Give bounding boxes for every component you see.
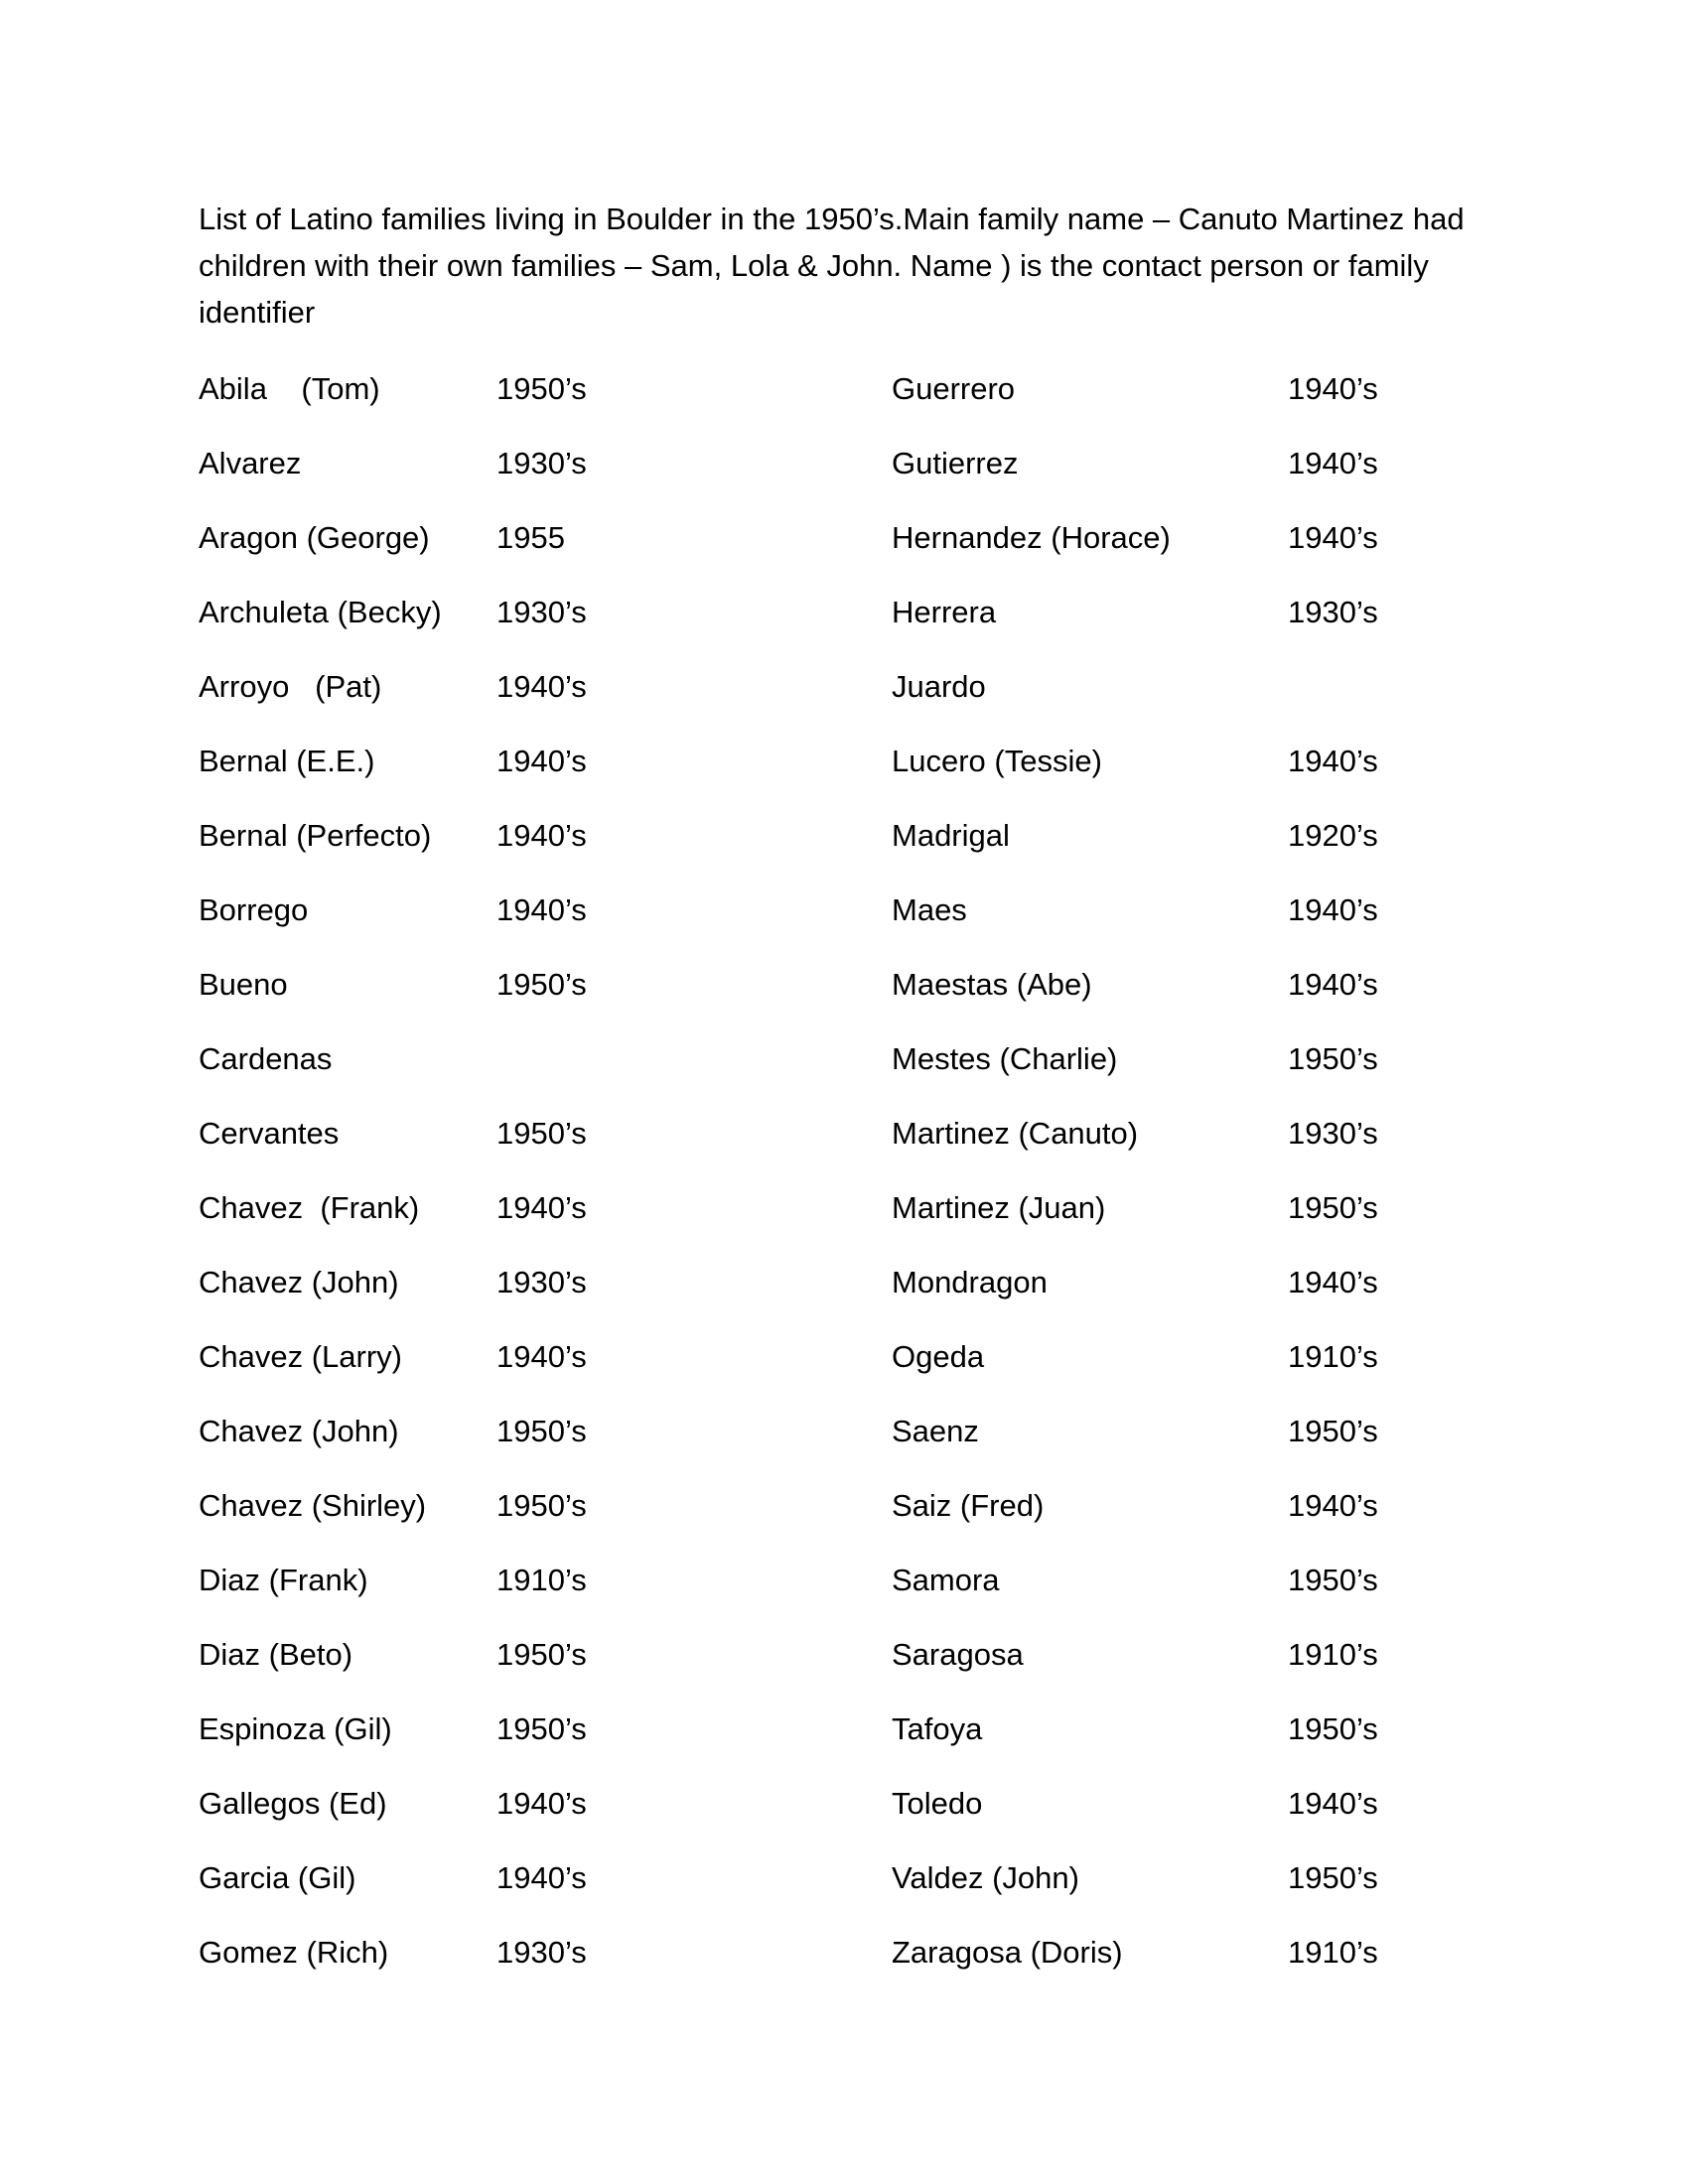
family-name: Saiz (Fred): [892, 1488, 1045, 1523]
family-decade: 1940’s: [1288, 1488, 1378, 1523]
family-decade: 1940’s: [1288, 1265, 1378, 1299]
family-name: Chavez (Larry): [199, 1339, 402, 1374]
family-decade: 1950’s: [496, 1711, 587, 1746]
family-decade: 1920’s: [1288, 818, 1378, 853]
family-name: Garcia (Gil): [199, 1860, 356, 1895]
family-decade: 1940’s: [496, 818, 587, 853]
family-name: Mondragon: [892, 1265, 1048, 1299]
family-decade: 1950’s: [1288, 1190, 1378, 1225]
family-name: Gallegos (Ed): [199, 1786, 387, 1821]
document-intro-paragraph: [199, 196, 1465, 336]
family-decade: 1940’s: [496, 1860, 587, 1895]
family-decade: 1940’s: [1288, 967, 1378, 1002]
family-decade: 1950’s: [496, 1116, 587, 1151]
family-name: Chavez (Shirley): [199, 1488, 427, 1523]
family-decade: 1910’s: [496, 1563, 587, 1597]
family-decade: 1940’s: [1288, 892, 1378, 927]
family-decade: 1940’s: [496, 1190, 587, 1225]
family-decade: 1940’s: [496, 669, 587, 704]
family-name: Cardenas: [199, 1041, 333, 1076]
family-decade: 1930’s: [496, 1265, 587, 1299]
family-name: Aragon (George): [199, 520, 430, 555]
family-name: Martinez (Juan): [892, 1190, 1106, 1225]
family-decade: 1950’s: [1288, 1563, 1378, 1597]
family-decade: 1910’s: [1288, 1637, 1378, 1672]
family-name: Chavez (John): [199, 1414, 399, 1448]
family-name: Samora: [892, 1563, 1000, 1597]
family-name: Mestes (Charlie): [892, 1041, 1118, 1076]
family-decade: 1940’s: [1288, 744, 1378, 778]
family-name: Saragosa: [892, 1637, 1024, 1672]
family-name: Juardo: [892, 669, 986, 704]
family-name: Alvarez: [199, 446, 302, 480]
family-name: Herrera: [892, 595, 997, 629]
family-name: Gomez (Rich): [199, 1935, 389, 1970]
family-name: Espinoza (Gil): [199, 1711, 392, 1746]
family-name: Zaragosa (Doris): [892, 1935, 1123, 1970]
family-decade: 1940’s: [496, 1786, 587, 1821]
family-name: Bernal (Perfecto): [199, 818, 432, 853]
family-name: Bernal (E.E.): [199, 744, 375, 778]
family-decade: 1940’s: [1288, 446, 1378, 480]
family-name: Diaz (Beto): [199, 1637, 353, 1672]
family-name: Cervantes: [199, 1116, 340, 1151]
family-decade: 1930’s: [1288, 1116, 1378, 1151]
family-decade: [1288, 667, 1586, 742]
family-name: Toledo: [892, 1786, 983, 1821]
family-decade: 1930’s: [1288, 595, 1378, 629]
family-decade: 1910’s: [1288, 1339, 1378, 1374]
family-decade: 1950’s: [496, 1637, 587, 1672]
family-decade: 1950’s: [1288, 1711, 1378, 1746]
family-list: [199, 369, 1586, 2007]
family-name: Ogeda: [892, 1339, 985, 1374]
intro-line-3: identifier: [199, 295, 316, 330]
family-decade: 1940’s: [1288, 520, 1378, 555]
family-decade: 1950’s: [496, 1488, 587, 1523]
intro-line-2: children with their own families – Sam, Lola & John. Name ) is the contact person or family: [199, 248, 1429, 283]
family-name: Saenz: [892, 1414, 979, 1448]
family-name: Arroyo (Pat): [199, 669, 382, 704]
family-name: Maes: [892, 892, 967, 927]
family-decade: 1950’s: [1288, 1414, 1378, 1448]
family-decade: 1940’s: [496, 744, 587, 778]
family-name: Guerrero: [892, 371, 1016, 406]
family-name: Valdez (John): [892, 1860, 1079, 1895]
family-name: Maestas (Abe): [892, 967, 1092, 1002]
family-decade: 1950’s: [496, 371, 587, 406]
family-name: Borrego: [199, 892, 309, 927]
family-decade: 1930’s: [496, 446, 587, 480]
family-name: Gutierrez: [892, 446, 1019, 480]
family-decade: 1950’s: [496, 967, 587, 1002]
family-name: Martinez (Canuto): [892, 1116, 1139, 1151]
family-name: Madrigal: [892, 818, 1010, 853]
family-decade: 1930’s: [496, 595, 587, 629]
family-name: Abila (Tom): [199, 371, 380, 406]
family-name: Tafoya: [892, 1711, 983, 1746]
family-decade: [496, 1039, 892, 1114]
family-decade: 1955: [496, 520, 565, 555]
family-decade: 1940’s: [1288, 371, 1378, 406]
family-name: Archuleta (Becky): [199, 595, 442, 629]
family-decade: 1930’s: [496, 1935, 587, 1970]
family-name: Hernandez (Horace): [892, 520, 1171, 555]
family-name: Bueno: [199, 967, 288, 1002]
family-decade: 1950’s: [1288, 1860, 1378, 1895]
family-decade: 1940’s: [496, 1339, 587, 1374]
family-decade: 1950’s: [1288, 1041, 1378, 1076]
family-decade: 1940’s: [1288, 1786, 1378, 1821]
family-decade: 1950’s: [496, 1414, 587, 1448]
family-decade: 1910’s: [1288, 1935, 1378, 1970]
family-name: Lucero (Tessie): [892, 744, 1102, 778]
family-name: Diaz (Frank): [199, 1563, 368, 1597]
intro-line-1: List of Latino families living in Boulder in the 1950’s.Main family name – Canuto Martinez had: [199, 202, 1465, 236]
family-name: Chavez (Frank): [199, 1190, 420, 1225]
family-name: Chavez (John): [199, 1265, 399, 1299]
family-decade: 1940’s: [496, 892, 587, 927]
